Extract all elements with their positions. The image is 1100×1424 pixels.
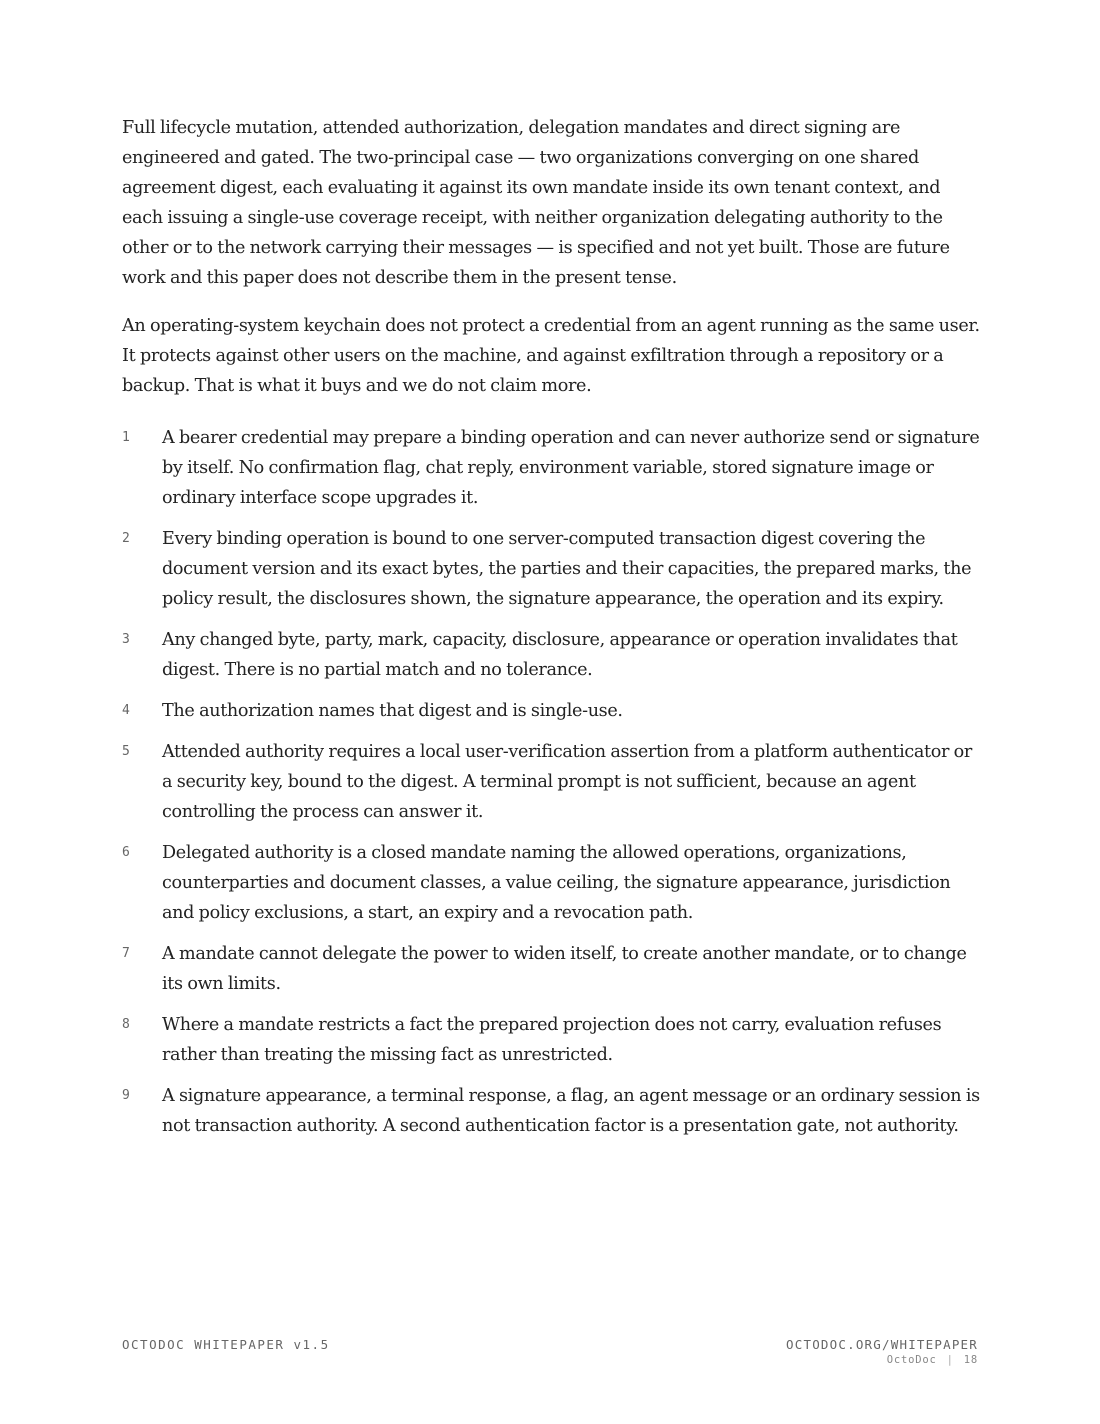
list-item <box>122 524 982 614</box>
list-item-text: A signature appearance, a terminal response, a flag, an agent message or an ordinary session is not transaction authority. A second authentication factor is a presentation gate, not authority. <box>162 1086 980 1136</box>
list-item <box>122 737 982 827</box>
footer-doc-title: OCTODOC WHITEPAPER v1.5 <box>122 1337 330 1352</box>
numbered-list <box>122 423 982 1141</box>
footer-brand: OctoDoc <box>886 1354 937 1366</box>
list-item-text: A mandate cannot delegate the power to widen itself, to create another mandate, or to change its own limits. <box>162 944 967 994</box>
footer-meta <box>786 1354 978 1366</box>
list-item-text: Every binding operation is bound to one server-computed transaction digest covering the document version and its exact bytes, the parties and their capacities, the prepared marks, the policy result, the disclosures shown, the signature appearance, the operation and its expiry. <box>162 529 972 609</box>
list-item-number: 5 <box>122 744 130 759</box>
list-item-text: Attended authority requires a local user-verification assertion from a platform authenticator or a security key, bound to the digest. A terminal prompt is not sufficient, because an agent controlling the process can answer it. <box>162 742 972 822</box>
list-item-text: Where a mandate restricts a fact the prepared projection does not carry, evaluation refuses rather than treating the missing fact as unrestricted. <box>162 1015 942 1065</box>
list-item <box>122 423 982 513</box>
footer-right <box>786 1337 978 1366</box>
list-item <box>122 939 982 999</box>
footer-separator: | <box>946 1354 954 1366</box>
list-item <box>122 1081 982 1141</box>
footer-url: OCTODOC.ORG/WHITEPAPER <box>786 1337 978 1352</box>
list-item <box>122 838 982 928</box>
list-item-number: 8 <box>122 1017 130 1032</box>
list-item <box>122 625 982 685</box>
list-item-number: 3 <box>122 632 130 647</box>
body-paragraph-1: Full lifecycle mutation, attended authorization, delegation mandates and direct signing are engineered and gated. The two-principal case — two organizations converging on one shared agreement digest, each evaluating it against its own mandate inside its own tenant context, and each issuing a single-use coverage receipt, with neither organization delegating authority to the other or to the network carrying their messages — is specified and not yet built. Those are future work and this paper does not describe them in the present tense. <box>122 118 950 288</box>
list-item <box>122 696 982 726</box>
list-item-text: The authorization names that digest and is single-use. <box>162 701 623 721</box>
list-item-number: 2 <box>122 531 130 546</box>
list-item-number: 6 <box>122 845 130 860</box>
list-item-number: 1 <box>122 430 130 445</box>
list-item <box>122 1010 982 1070</box>
page-content <box>122 113 982 1152</box>
list-item-number: 7 <box>122 946 130 961</box>
body-paragraph-2: An operating-system keychain does not protect a credential from an agent running as the same user. It protects against other users on the machine, and against exfiltration through a repository or a backup. That is what it buys and we do not claim more. <box>122 316 980 396</box>
list-item-text: Delegated authority is a closed mandate naming the allowed operations, organizations, counterparties and document classes, a value ceiling, the signature appearance, jurisdiction and policy exclusions, a start, an expiry and a revocation path. <box>162 843 951 923</box>
list-item-text: Any changed byte, party, mark, capacity, disclosure, appearance or operation invalidates that digest. There is no partial match and no tolerance. <box>162 630 958 680</box>
page-number: 18 <box>963 1354 978 1366</box>
list-item-number: 9 <box>122 1088 130 1103</box>
list-item-number: 4 <box>122 703 130 718</box>
list-item-text: A bearer credential may prepare a binding operation and can never authorize send or signature by itself. No confirmation flag, chat reply, environment variable, stored signature image or ordinary interface scope upgrades it. <box>162 428 980 508</box>
